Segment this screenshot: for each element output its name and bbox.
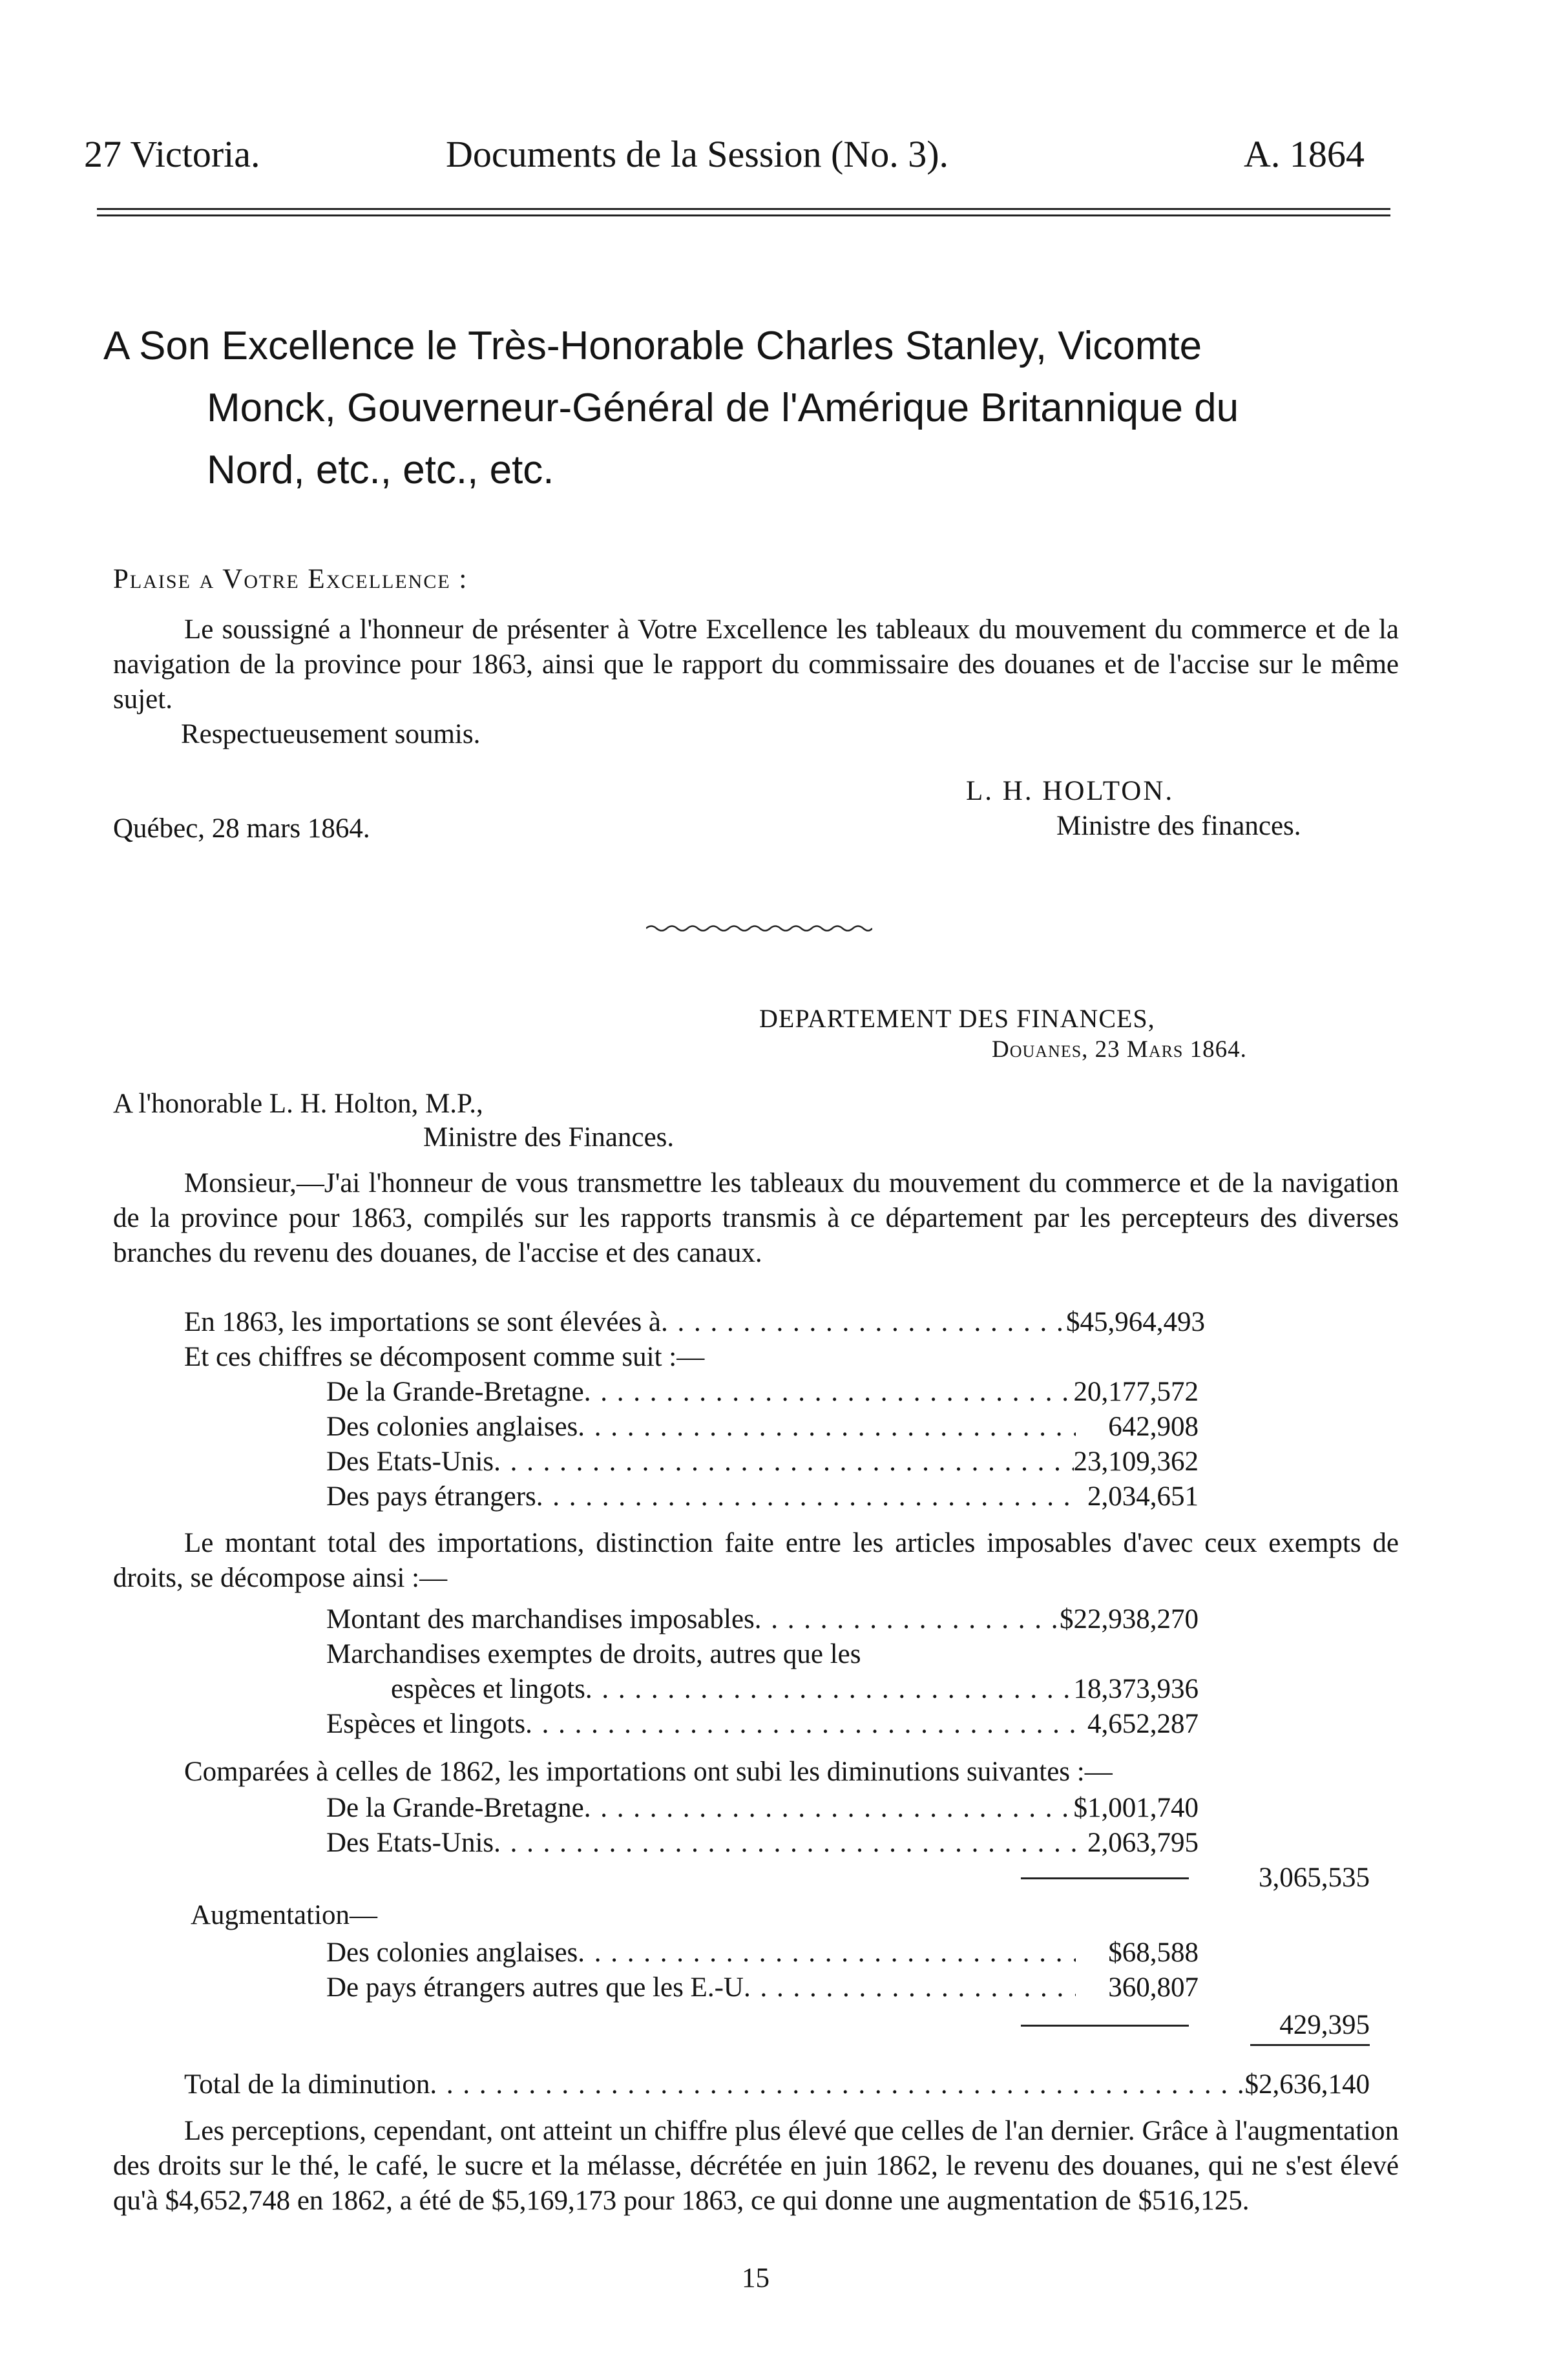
address-line-3: Nord, etc., etc., etc. bbox=[207, 448, 554, 492]
header-year: A. 1864 bbox=[1244, 133, 1365, 175]
decrease-row: Des Etats-Unis . . . 2,063,795 bbox=[326, 1826, 1199, 1861]
decrease-total: 3,065,535 bbox=[1259, 1863, 1370, 1893]
decrease-row: De la Grande-Bretagne . . . $1,001,740 bbox=[326, 1791, 1199, 1826]
department-subheading: Douanes, 23 Mars 1864. bbox=[992, 1036, 1247, 1063]
letter2-intro: Monsieur,—J'ai l'honneur de vous transmettre les tableaux du mouvement du commerce et de la navigation de la province pour 1863, compilés sur les rapports transmis à ce département par les percepteurs des diverses branches du revenu des douanes, de l'accise et des canaux. bbox=[113, 1168, 1399, 1268]
subtotal-rule bbox=[1021, 2025, 1189, 2027]
dutiable-row-label: Marchandises exemptes de droits, autres que les bbox=[326, 1639, 861, 1669]
increase-row: De pays étrangers autres que les E.-U . . . 360,807 bbox=[326, 1970, 1199, 2005]
breakdown-row: Des pays étrangers . . . 2,034,651 bbox=[326, 1479, 1199, 1514]
dutiable-row: espèces et lingots . . . 18,373,936 bbox=[391, 1672, 1199, 1707]
header-session-year: 27 Victoria. bbox=[84, 133, 260, 175]
dutiable-row: Montant des marchandises imposables . . . $22,938,270 bbox=[326, 1602, 1199, 1637]
net-decrease-row bbox=[184, 2067, 1370, 2102]
subtotal-rule bbox=[1021, 1877, 1189, 1879]
page-number: 15 bbox=[742, 2263, 770, 2293]
addressee-line-2: Ministre des Finances. bbox=[423, 1122, 675, 1153]
imports-total-label: En 1863, les importations se sont élevées à bbox=[184, 1307, 662, 1337]
letter1-place-date: Québec, 28 mars 1864. bbox=[113, 813, 370, 844]
net-decrease-value: $2,636,140 bbox=[1244, 2069, 1370, 2100]
total-rule bbox=[1250, 2044, 1370, 2046]
dutiable-row: Espèces et lingots . . . 4,652,287 bbox=[326, 1707, 1199, 1742]
header-rule-top bbox=[97, 208, 1390, 210]
addressee-line-1: A l'honorable L. H. Holton, M.P., bbox=[113, 1089, 483, 1119]
address-block bbox=[103, 315, 1402, 501]
department-heading: DEPARTEMENT DES FINANCES, bbox=[759, 1004, 1155, 1033]
letter1-closing: Respectueusement soumis. bbox=[181, 719, 481, 749]
increase-total: 429,395 bbox=[1279, 2010, 1370, 2040]
breakdown-intro: Et ces chiffres se décomposent comme suit :— bbox=[184, 1342, 705, 1372]
closing-paragraph: Les perceptions, cependant, ont atteint un chiffre plus élevé que celles de l'an dernier. Grâce à l'augmentation des droits sur le thé, le café, le sucre et la mélasse, décrétée en juin 1862, le revenu des douanes, qui ne s'est élevé qu'à $4,652,748 en 1862, a été de $5,169,173 pour 1863, ce qui donne une augmentation de $516,125. bbox=[113, 2116, 1399, 2216]
net-decrease-label: Total de la diminution bbox=[184, 2069, 430, 2100]
dutiable-intro: Le montant total des importations, distinction faite entre les articles imposables d'avec ceux exempts de droits, se décompose ainsi :— bbox=[113, 1528, 1399, 1593]
address-line-1: A Son Excellence le Très-Honorable Charles Stanley, Vicomte bbox=[103, 324, 1202, 368]
header-rule-bottom bbox=[97, 214, 1390, 216]
breakdown-row: Des colonies anglaises . . . 642,908 bbox=[326, 1410, 1199, 1445]
signature-title: Ministre des finances. bbox=[1056, 811, 1301, 841]
imports-total-row bbox=[184, 1305, 1205, 1340]
letter1-body: Le soussigné a l'honneur de présenter à Votre Excellence les tableaux du mouvement du commerce et de la navigation de la province pour 1863, ainsi que le rapport du commissaire des douanes et de l'accise sur le même sujet. bbox=[113, 614, 1399, 715]
increase-heading: Augmentation— bbox=[191, 1900, 378, 1930]
increase-row: Des colonies anglaises . . . $68,588 bbox=[326, 1936, 1199, 1970]
compare-intro: Comparées à celles de 1862, les importations ont subi les diminutions suivantes :— bbox=[184, 1757, 1113, 1787]
breakdown-row: De la Grande-Bretagne . . . 20,177,572 bbox=[326, 1375, 1199, 1410]
address-line-2: Monck, Gouverneur-Général de l'Amérique Britannique du bbox=[207, 386, 1239, 430]
header-document-title: Documents de la Session (No. 3). bbox=[446, 133, 949, 175]
ornamental-divider bbox=[646, 924, 872, 933]
breakdown-row: Des Etats-Unis . . . 23,109,362 bbox=[326, 1445, 1199, 1479]
imports-total-value: $45,964,493 bbox=[1066, 1307, 1205, 1337]
salutation: Plaise a Votre Excellence : bbox=[113, 564, 468, 594]
signature-name: L. H. HOLTON. bbox=[966, 776, 1175, 806]
